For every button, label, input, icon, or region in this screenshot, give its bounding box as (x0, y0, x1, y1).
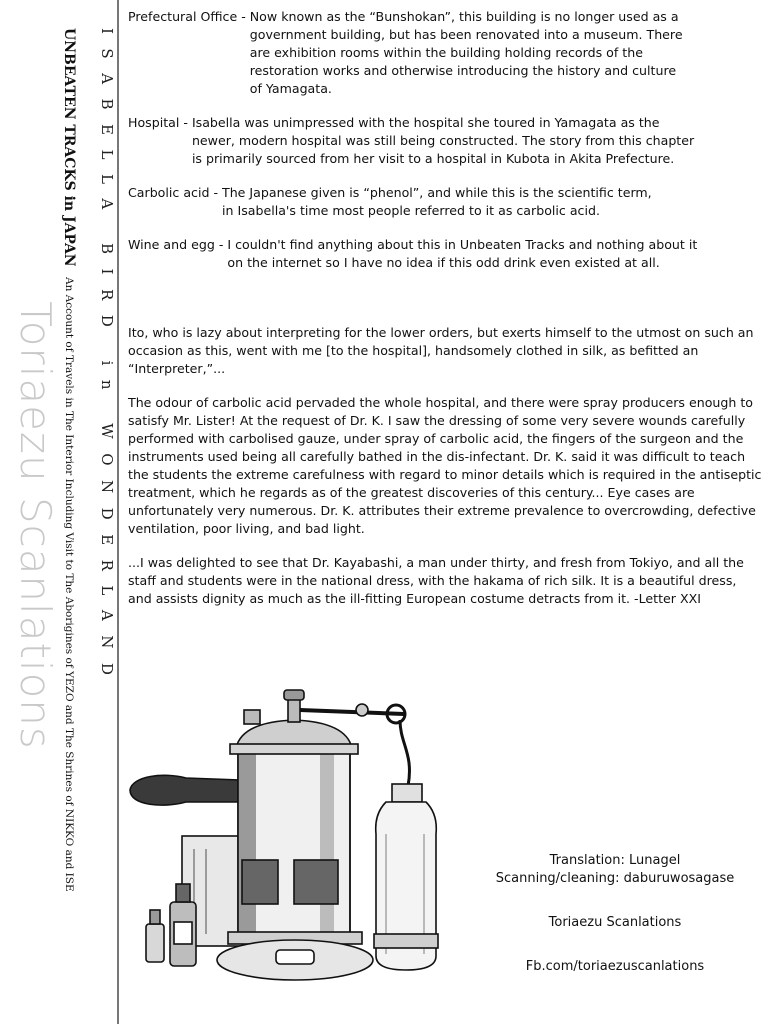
glass-jar-icon (374, 784, 438, 970)
boiler-cylinder-icon (217, 720, 373, 980)
carbolic-spray-illustration (124, 684, 464, 984)
quote-paragraph-1: Ito, who is lazy about interpreting for the lower orders, but exerts himself to the utmost on such an occasion as this, went with me [to the hospital], handsomely clothed in silk, as befitted an “Interpreter,”... (128, 325, 754, 376)
spine-divider (117, 0, 119, 1024)
notes-content (128, 8, 764, 624)
glossary-term: Hospital - (128, 115, 192, 130)
book-title: UNBEATEN TRACKS in JAPAN (61, 28, 77, 267)
wooden-handle-icon (130, 775, 240, 805)
watermark-text (10, 290, 60, 760)
glossary-term: Carbolic acid - (128, 185, 222, 200)
small-bottle-icon (146, 910, 164, 962)
translation-credit: Translation: Lunagel (549, 853, 681, 868)
scanning-credit: Scanning/cleaning: daburuwosagase (495, 871, 735, 886)
book-title-column (60, 28, 78, 1000)
glossary-entry-prefectural-office (128, 8, 764, 98)
glossary-entry-wine-and-egg (128, 236, 764, 272)
group-name: Toriaezu Scanlations (548, 915, 682, 930)
credits-block (470, 852, 760, 976)
quote-paragraph-2: The odour of carbolic acid pervaded the whole hospital, and there were spray producers enough to satisfy Mr. Lister! At the request of Dr. K. I saw the dressing of some very severe wounds carefully performed with carbolised gauze, under spray of carbolic acid, the fingers of the surgeon and the instruments used being all carefully bathed in the dis-infectant. Dr. K. said it was difficult to teach the students the extreme carefulness with regard to minor details which is required in the antiseptic treatment, which he regards as of the greatest discoveries of this century... Eye cases are unfortunately very numerous. Dr. K. attributes their extreme prevalence to overcrowding, defective ventilation, poor living, and bad light. (128, 395, 762, 536)
quote-paragraph-3: ...I was delighted to see that Dr. Kayabashi, a man under thirty, and fresh from Tokiyo, and all the staff and students were in the national dress, with the hakama of rich silk. It is a beautiful dress, and assists dignity as much as the ill-fitting European costume detracts from it. -Letter XXI (128, 555, 744, 606)
glossary-definition: Isabella was unimpressed with the hospital she toured in Yamagata as the newer, modern hospital was still being constructed. The story from this chapter is primarily sourced from her visit to a hospital in Kubota in Akita Prefecture. (191, 115, 695, 166)
glossary-term: Prefectural Office - (128, 9, 250, 24)
facebook-link[interactable]: Fb.com/toriaezuscanlations (525, 959, 705, 974)
glossary-entry-carbolic-acid (128, 184, 764, 220)
glossary-definition: The Japanese given is “phenol”, and while this is the scientific term, in Isabella's time most people referred to it as carbolic acid. (222, 185, 652, 218)
series-title-column (98, 28, 116, 1000)
watermark-label: Toriaezu Scanlations (10, 300, 60, 750)
glossary-definition: I couldn't find anything about this in Unbeaten Tracks and nothing about it on the internet so I have no idea if this odd drink even existed at all. (227, 237, 698, 270)
series-title: ISABELLA BIRD in WONDERLAND (98, 28, 116, 690)
glossary-definition: Now known as the “Bunshokan”, this building is no longer used as a government building, but has been renovated into a museum. There are exhibition rooms within the building holding records of the restoration works and otherwise introducing the history and culture of Yamagata. (249, 9, 683, 96)
glossary-entry-hospital (128, 114, 764, 168)
book-subtitle: An Account of Travels in The Interior Including Visit to The Aborigines of YEZO and The Shrines of NIKKO and ISE (63, 276, 75, 892)
glossary-term: Wine and egg - (128, 237, 228, 252)
book-spine (60, 28, 116, 1000)
